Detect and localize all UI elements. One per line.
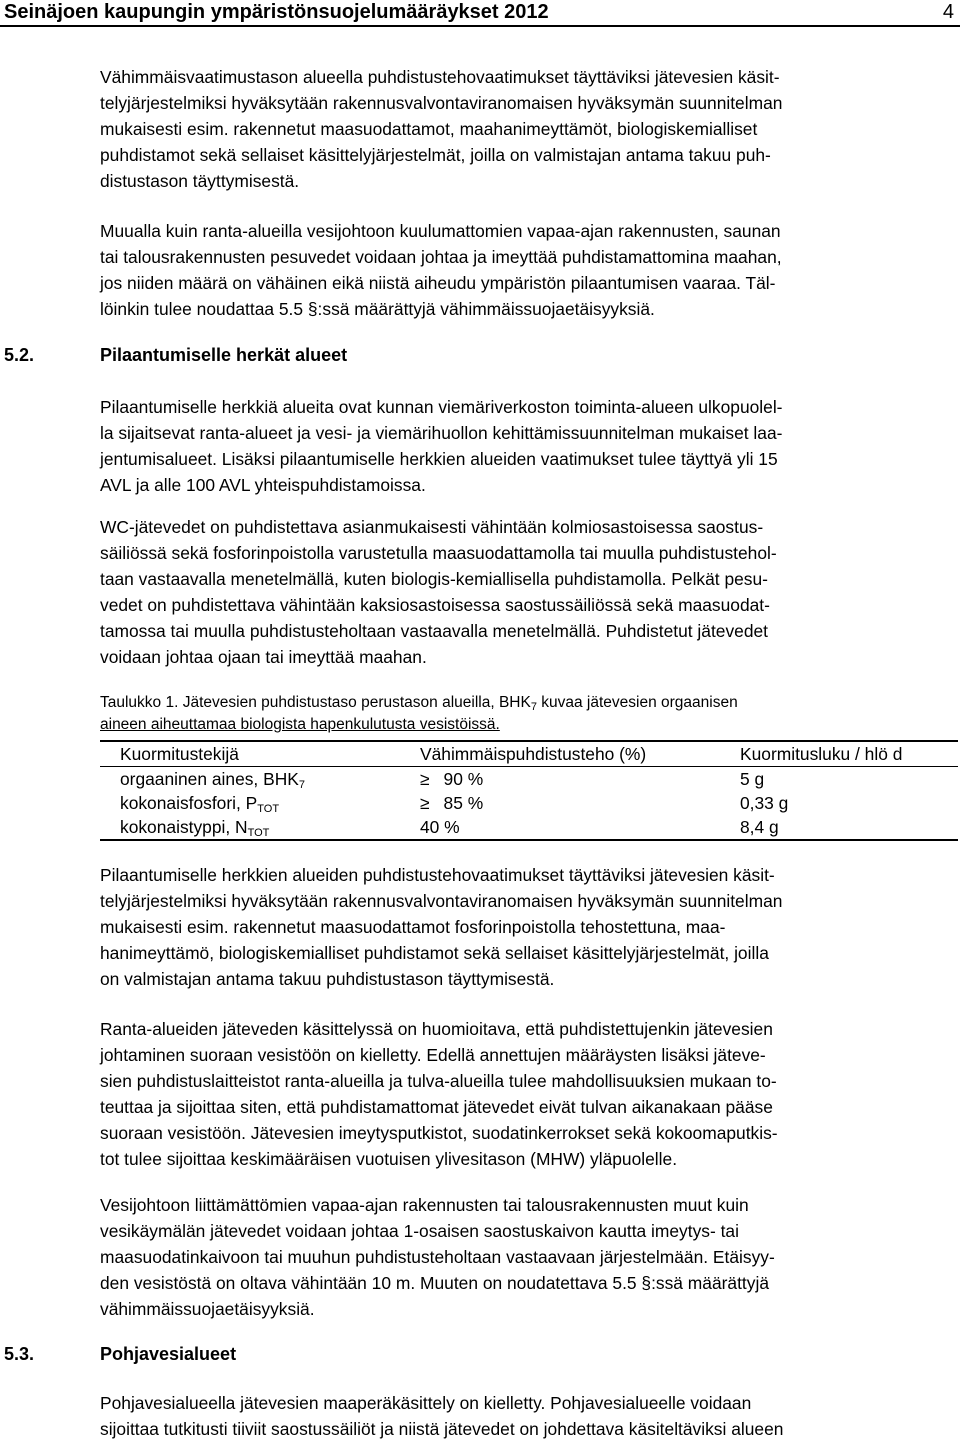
text-line: den vesistöstä on oltava vähintään 10 m. Muuten on noudatettava 5.5 §:ssä määrättyjä	[100, 1273, 769, 1293]
column-header: Kuormitusluku / hlö d	[720, 741, 958, 767]
text-line: tot tulee sijoittaa keskimääräisen vuotuisen ylivesitason (MHW) yläpuolelle.	[100, 1149, 678, 1169]
text-line: hanimeyttämö, biologiskemialliset puhdistamot sekä sellaiset käsittelyjärjestelmät, joilla	[100, 943, 769, 963]
text-line: voidaan johtaa ojaan tai imeyttää maahan.	[100, 647, 427, 667]
header-rule	[0, 25, 960, 27]
table-cell: 8,4 g	[720, 815, 958, 840]
text-line: suoraan vesistöön. Jätevesien imeytysputkistot, suodatinkerrokset sekä kokoomaputkis-	[100, 1123, 778, 1143]
text-line: Pilaantumiselle herkkiä alueita ovat kunnan viemäriverkoston toiminta-alueen ulkopuolel-	[100, 397, 783, 417]
table-row	[100, 767, 958, 792]
treatment-table	[100, 740, 958, 841]
text-line: tai talousrakennusten pesuvedet voidaan johtaa ja imeyttää puhdistamattomina maahan,	[100, 247, 782, 267]
text-line: säiliössä sekä fosforinpoistolla varustetulla maasuodattamolla tai muulla puhdistustehol-	[100, 543, 777, 563]
text-line: johtaminen suoraan vesistöön on kielletty. Edellä annettujen määräysten lisäksi jäteve-	[100, 1045, 766, 1065]
text-line: vedet on puhdistettava vähintään kaksiosastoisessa saostussäiliössä sekä maasuodat-	[100, 595, 770, 615]
text-line: sien puhdistuslaitteistot ranta-alueilla ja tulva-alueilla tulee mahdollisuuksien mukaan to-	[100, 1071, 777, 1091]
text-line: on valmistajan antama takuu puhdistustason täyttymisestä.	[100, 969, 555, 989]
table-cell: kokonaisfosfori, $P_{TOT}$	[120, 793, 280, 815]
text-line: mukaisesti esim. rakennetut maasuodattamot fosforinpoistolla tehostettuna, maa-	[100, 917, 726, 937]
text-line: jentumisalueet. Lisäksi pilaantumiselle herkkien alueiden vaatimukset tulee täyttyä yli 15	[100, 449, 778, 469]
paragraph-washing-waters	[100, 218, 956, 322]
text-line: mukaisesti esim. rakennetut maasuodattamot, maahanimeyttämöt, biologiskemialliset	[100, 119, 758, 139]
caption-line: Taulukko 1. Jätevesien puhdistustaso perustason alueilla, $BHK_7$ kuvaa jätevesien orgaanisen	[100, 694, 738, 713]
text-line: Muualla kuin ranta-alueilla vesijohtoon kuulumattomien vapaa-ajan rakennusten, saunan	[100, 221, 781, 241]
section-title: Pohjavesialueet	[100, 1344, 237, 1364]
paragraph-wc-waters	[100, 514, 956, 670]
table-header-row	[100, 741, 958, 767]
text-line: Vesijohtoon liittämättömien vapaa-ajan rakennusten tai talousrakennusten muut kuin	[100, 1195, 749, 1215]
section-number: 5.3.	[4, 1344, 35, 1364]
section-title: Pilaantumiselle herkät alueet	[100, 345, 348, 365]
table-row	[100, 815, 958, 840]
paragraph-shore-areas	[100, 1016, 956, 1172]
text-line: puhdistamot sekä sellaiset käsittelyjärjestelmät, joilla on valmistajan antama takuu puh-	[100, 145, 771, 165]
table-cell: 0,33 g	[740, 793, 789, 813]
text-line: maasuodatinkaivoon tai muuhun puhdistusteholtaan vastaavaan järjestelmään. Etäisyy-	[100, 1247, 775, 1267]
table-row	[100, 791, 958, 815]
text-line: jos niiden määrä on vähäinen eikä niistä aiheudu ympäristön pilaantumisen vaaraa. Täl-	[100, 273, 776, 293]
text-line: sijoittaa tutkitusti tiiviit saostussäiliöt ja niistä jätevedet on johdettava käsiteltäviksi alueen	[100, 1419, 784, 1439]
text-line: AVL ja alle 100 AVL yhteispuhdistamoissa.	[100, 475, 426, 495]
text-line: telyjärjestelmiksi hyväksytään rakennusvalvontaviranomaisen hyväksymän suunnitelman	[100, 93, 783, 113]
text-line: distustason täyttymisestä.	[100, 171, 300, 191]
paragraph-unconnected-buildings	[100, 1192, 956, 1322]
text-line: telyjärjestelmiksi hyväksytään rakennusvalvontaviranomaisen hyväksymän suunnitelman	[100, 891, 783, 911]
table-cell: 5 g	[740, 769, 765, 789]
table-cell: ≥ 90 %	[420, 769, 484, 789]
text-line: WC-jätevedet on puhdistettava asianmukaisesti vähintään kolmiosastoisessa saostus-	[100, 517, 764, 537]
text-line: la sijaitsevat ranta-alueet ja vesi- ja viemärihuollon kehittämissuunnitelman mukaiset laa-	[100, 423, 783, 443]
text-line: Vähimmäisvaatimustason alueella puhdistustehovaatimukset täyttäviksi jätevesien käsit-	[100, 67, 780, 87]
table-cell: ≥ 85 %	[420, 793, 484, 813]
text-line: Ranta-alueiden jäteveden käsittelyssä on huomioitava, että puhdistettujenkin jätevesien	[100, 1019, 773, 1039]
paragraph-minimum-level	[100, 64, 956, 194]
caption-line: aineen aiheuttamaa biologista hapenkulutusta vesistöissä.	[100, 716, 500, 733]
column-header: Kuormitustekijä	[100, 741, 400, 767]
table-cell: orgaaninen aines, $BHK_7$	[120, 769, 305, 791]
table-cell: kokonaistyppi, $N_{TOT}$	[100, 815, 400, 840]
text-line: taan vastaavalla menetelmällä, kuten biologis-kemiallisella puhdistamolla. Pelkät pesu-	[100, 569, 768, 589]
table-cell: 40 %	[400, 815, 720, 840]
text-line: teuttaa ja sijoittaa siten, että puhdistamattomat jätevedet eivät tulvan aikanakaan pääse	[100, 1097, 773, 1117]
document-title: Seinäjoen kaupungin ympäristönsuojelumääräykset 2012	[4, 1, 549, 23]
text-line: vähimmäissuojaetäisyyksiä.	[100, 1299, 315, 1319]
page-header	[0, 0, 960, 26]
paragraph-sensitive-requirements	[100, 862, 956, 992]
page-number: 4	[942, 1, 954, 23]
column-header: Vähimmäispuhdistusteho (%)	[400, 741, 720, 767]
text-line: vesikäymälän jätevedet voidaan johtaa 1-osaisen saostuskaivon kautta imeytys- tai	[100, 1221, 739, 1241]
paragraph-groundwater	[100, 1390, 956, 1442]
text-line: tamossa tai muulla puhdistusteholtaan vastaavalla menetelmällä. Puhdistetut jätevedet	[100, 621, 769, 641]
section-number: 5.2.	[4, 345, 35, 365]
text-line: Pilaantumiselle herkkien alueiden puhdistustehovaatimukset täyttäviksi jätevesien käsit-	[100, 865, 775, 885]
text-line: Pohjavesialueella jätevesien maaperäkäsittely on kielletty. Pohjavesialueelle voidaan	[100, 1393, 752, 1413]
text-line: löinkin tulee noudattaa 5.5 §:ssä määrättyjä vähimmäissuojaetäisyyksiä.	[100, 299, 655, 319]
paragraph-sensitive-areas	[100, 394, 956, 498]
table-caption	[100, 692, 950, 736]
